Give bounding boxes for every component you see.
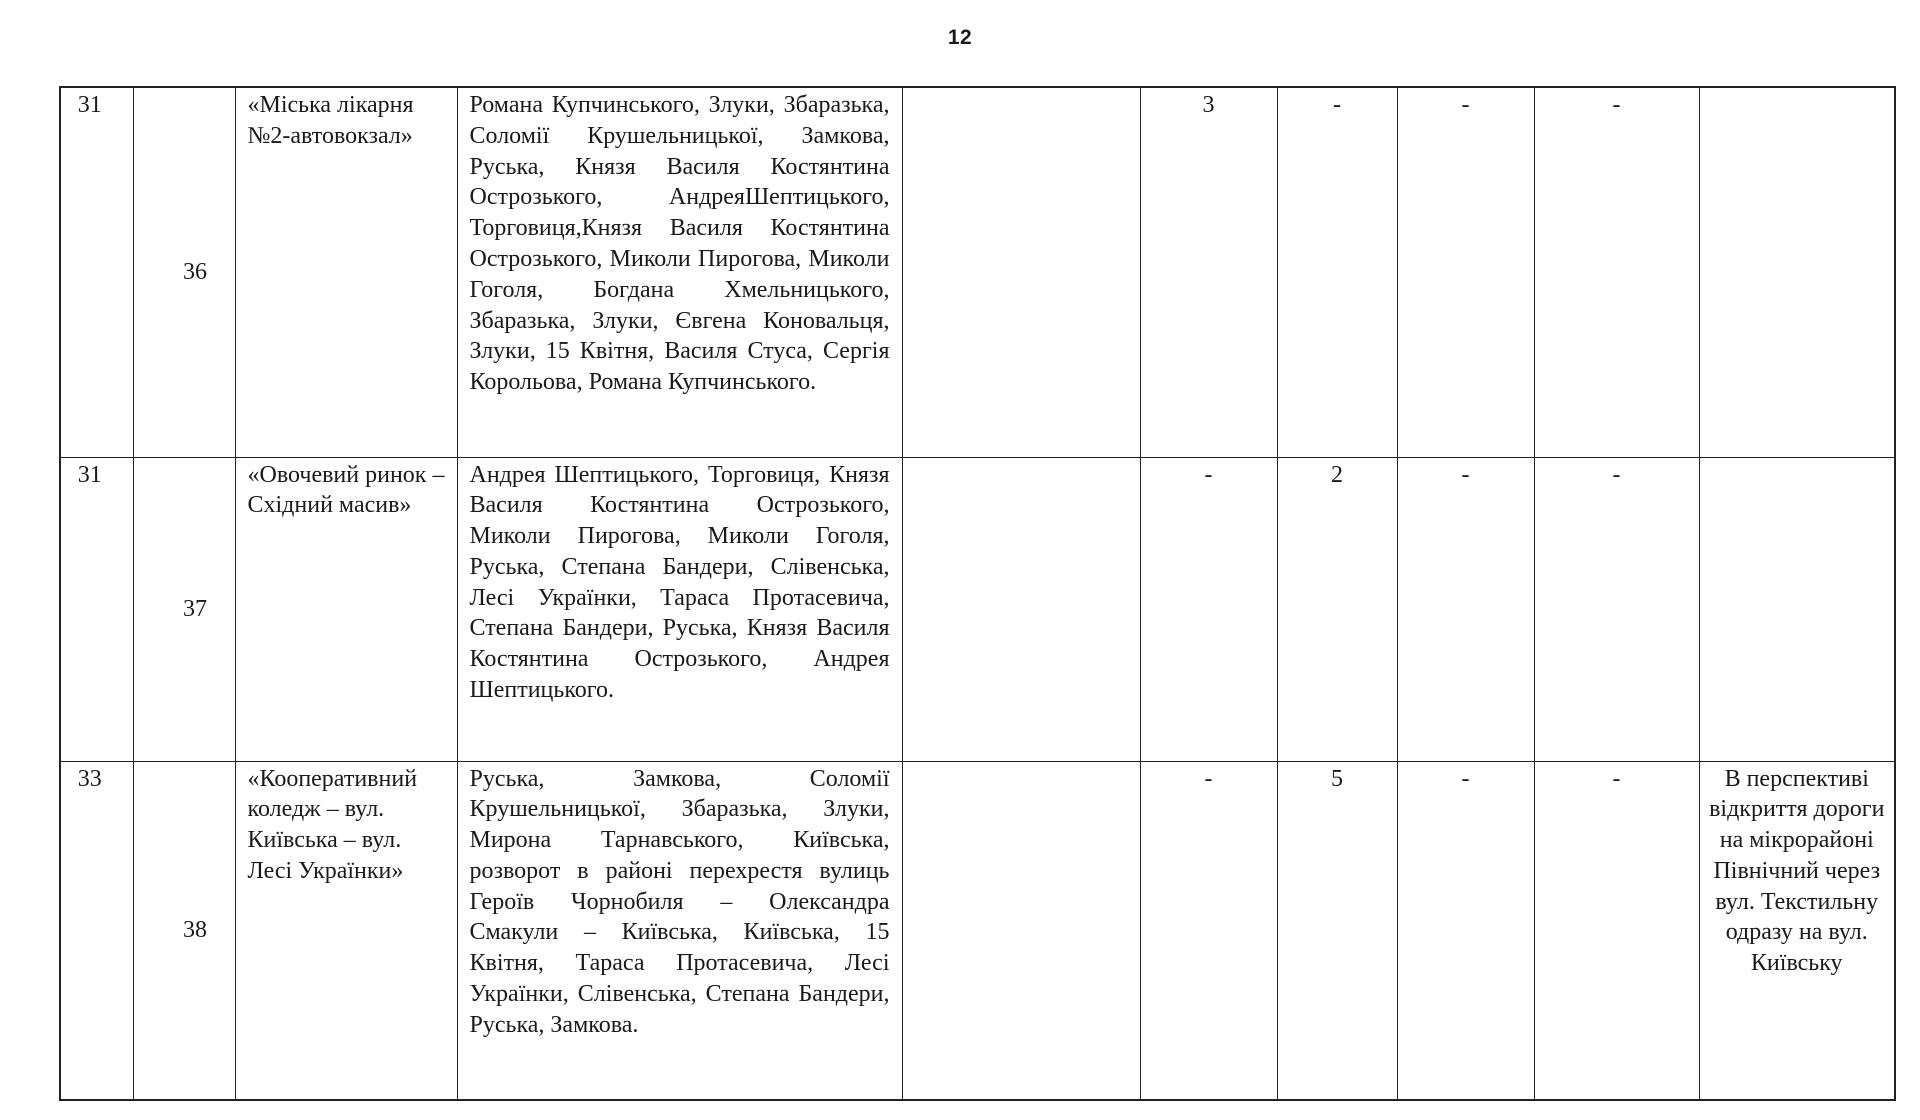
page-number: 12: [947, 26, 973, 49]
route-name: «Овочевий ринок – Східний масив»: [235, 457, 457, 761]
row-number: 31: [60, 457, 133, 761]
cell-col9: -: [1534, 457, 1699, 761]
cell-col5: [902, 761, 1140, 1100]
route-note: [1699, 87, 1895, 457]
route-note: [1699, 457, 1895, 761]
route-name: «Міська лікарня №2-автовокзал»: [235, 87, 457, 457]
row-number: 31: [60, 87, 133, 457]
cell-col7: -: [1277, 87, 1397, 457]
route-number: 36: [133, 87, 235, 457]
cell-col8: -: [1397, 87, 1534, 457]
route-streets: Романа Купчинського, Злуки, Збаразька, Соломії Крушельницької, Замкова, Руська, Князя Василя Костянтина Острозького, АндреяШептицького, Торговиця,Князя Василя Костянтина Острозького, Миколи Пирогова, Миколи Гоголя, Богдана Хмельницького, Збаразька, Злуки, Євгена Коновальця, Злуки, 15 Квітня, Василя Стуса, Сергія Корольова, Романа Купчинського.: [457, 87, 902, 457]
cell-col7: 5: [1277, 761, 1397, 1100]
route-streets: Андрея Шептицького, Торговиця, Князя Василя Костянтина Острозького, Миколи Пирогова, Миколи Гоголя, Руська, Степана Бандери, Слівенська, Лесі Українки, Тараса Протасевича, Степана Бандери, Руська, Князя Василя Костянтина Острозького, Андрея Шептицького.: [457, 457, 902, 761]
cell-col5: [902, 87, 1140, 457]
route-streets: Руська, Замкова, Соломії Крушельницької, Збаразька, Злуки, Мирона Тарнавського, Київська, розворот в районі перехрестя вулиць Героїв Чорнобиля – Олександра Смакули – Київська, Київська, 15 Квітня, Тараса Протасевича, Лесі Українки, Слівенська, Степана Бандери, Руська, Замкова.: [457, 761, 902, 1100]
route-name: «Кооперативний коледж – вул. Київська – вул. Лесі Українки»: [235, 761, 457, 1100]
table-row: [60, 457, 1895, 761]
cell-col6: 3: [1140, 87, 1277, 457]
routes-table: [59, 86, 1896, 1101]
route-number: 38: [133, 761, 235, 1100]
cell-col7: 2: [1277, 457, 1397, 761]
row-number: 33: [60, 761, 133, 1100]
route-note: В перспективі відкриття дороги на мікрорайоні Північний через вул. Текстильну одразу на вул. Київську: [1699, 761, 1895, 1100]
cell-col9: -: [1534, 87, 1699, 457]
cell-col9: -: [1534, 761, 1699, 1100]
cell-col6: -: [1140, 761, 1277, 1100]
table-row: [60, 761, 1895, 1100]
route-number: 37: [133, 457, 235, 761]
table-row: [60, 87, 1895, 457]
cell-col8: -: [1397, 761, 1534, 1100]
cell-col8: -: [1397, 457, 1534, 761]
cell-col5: [902, 457, 1140, 761]
cell-col6: -: [1140, 457, 1277, 761]
